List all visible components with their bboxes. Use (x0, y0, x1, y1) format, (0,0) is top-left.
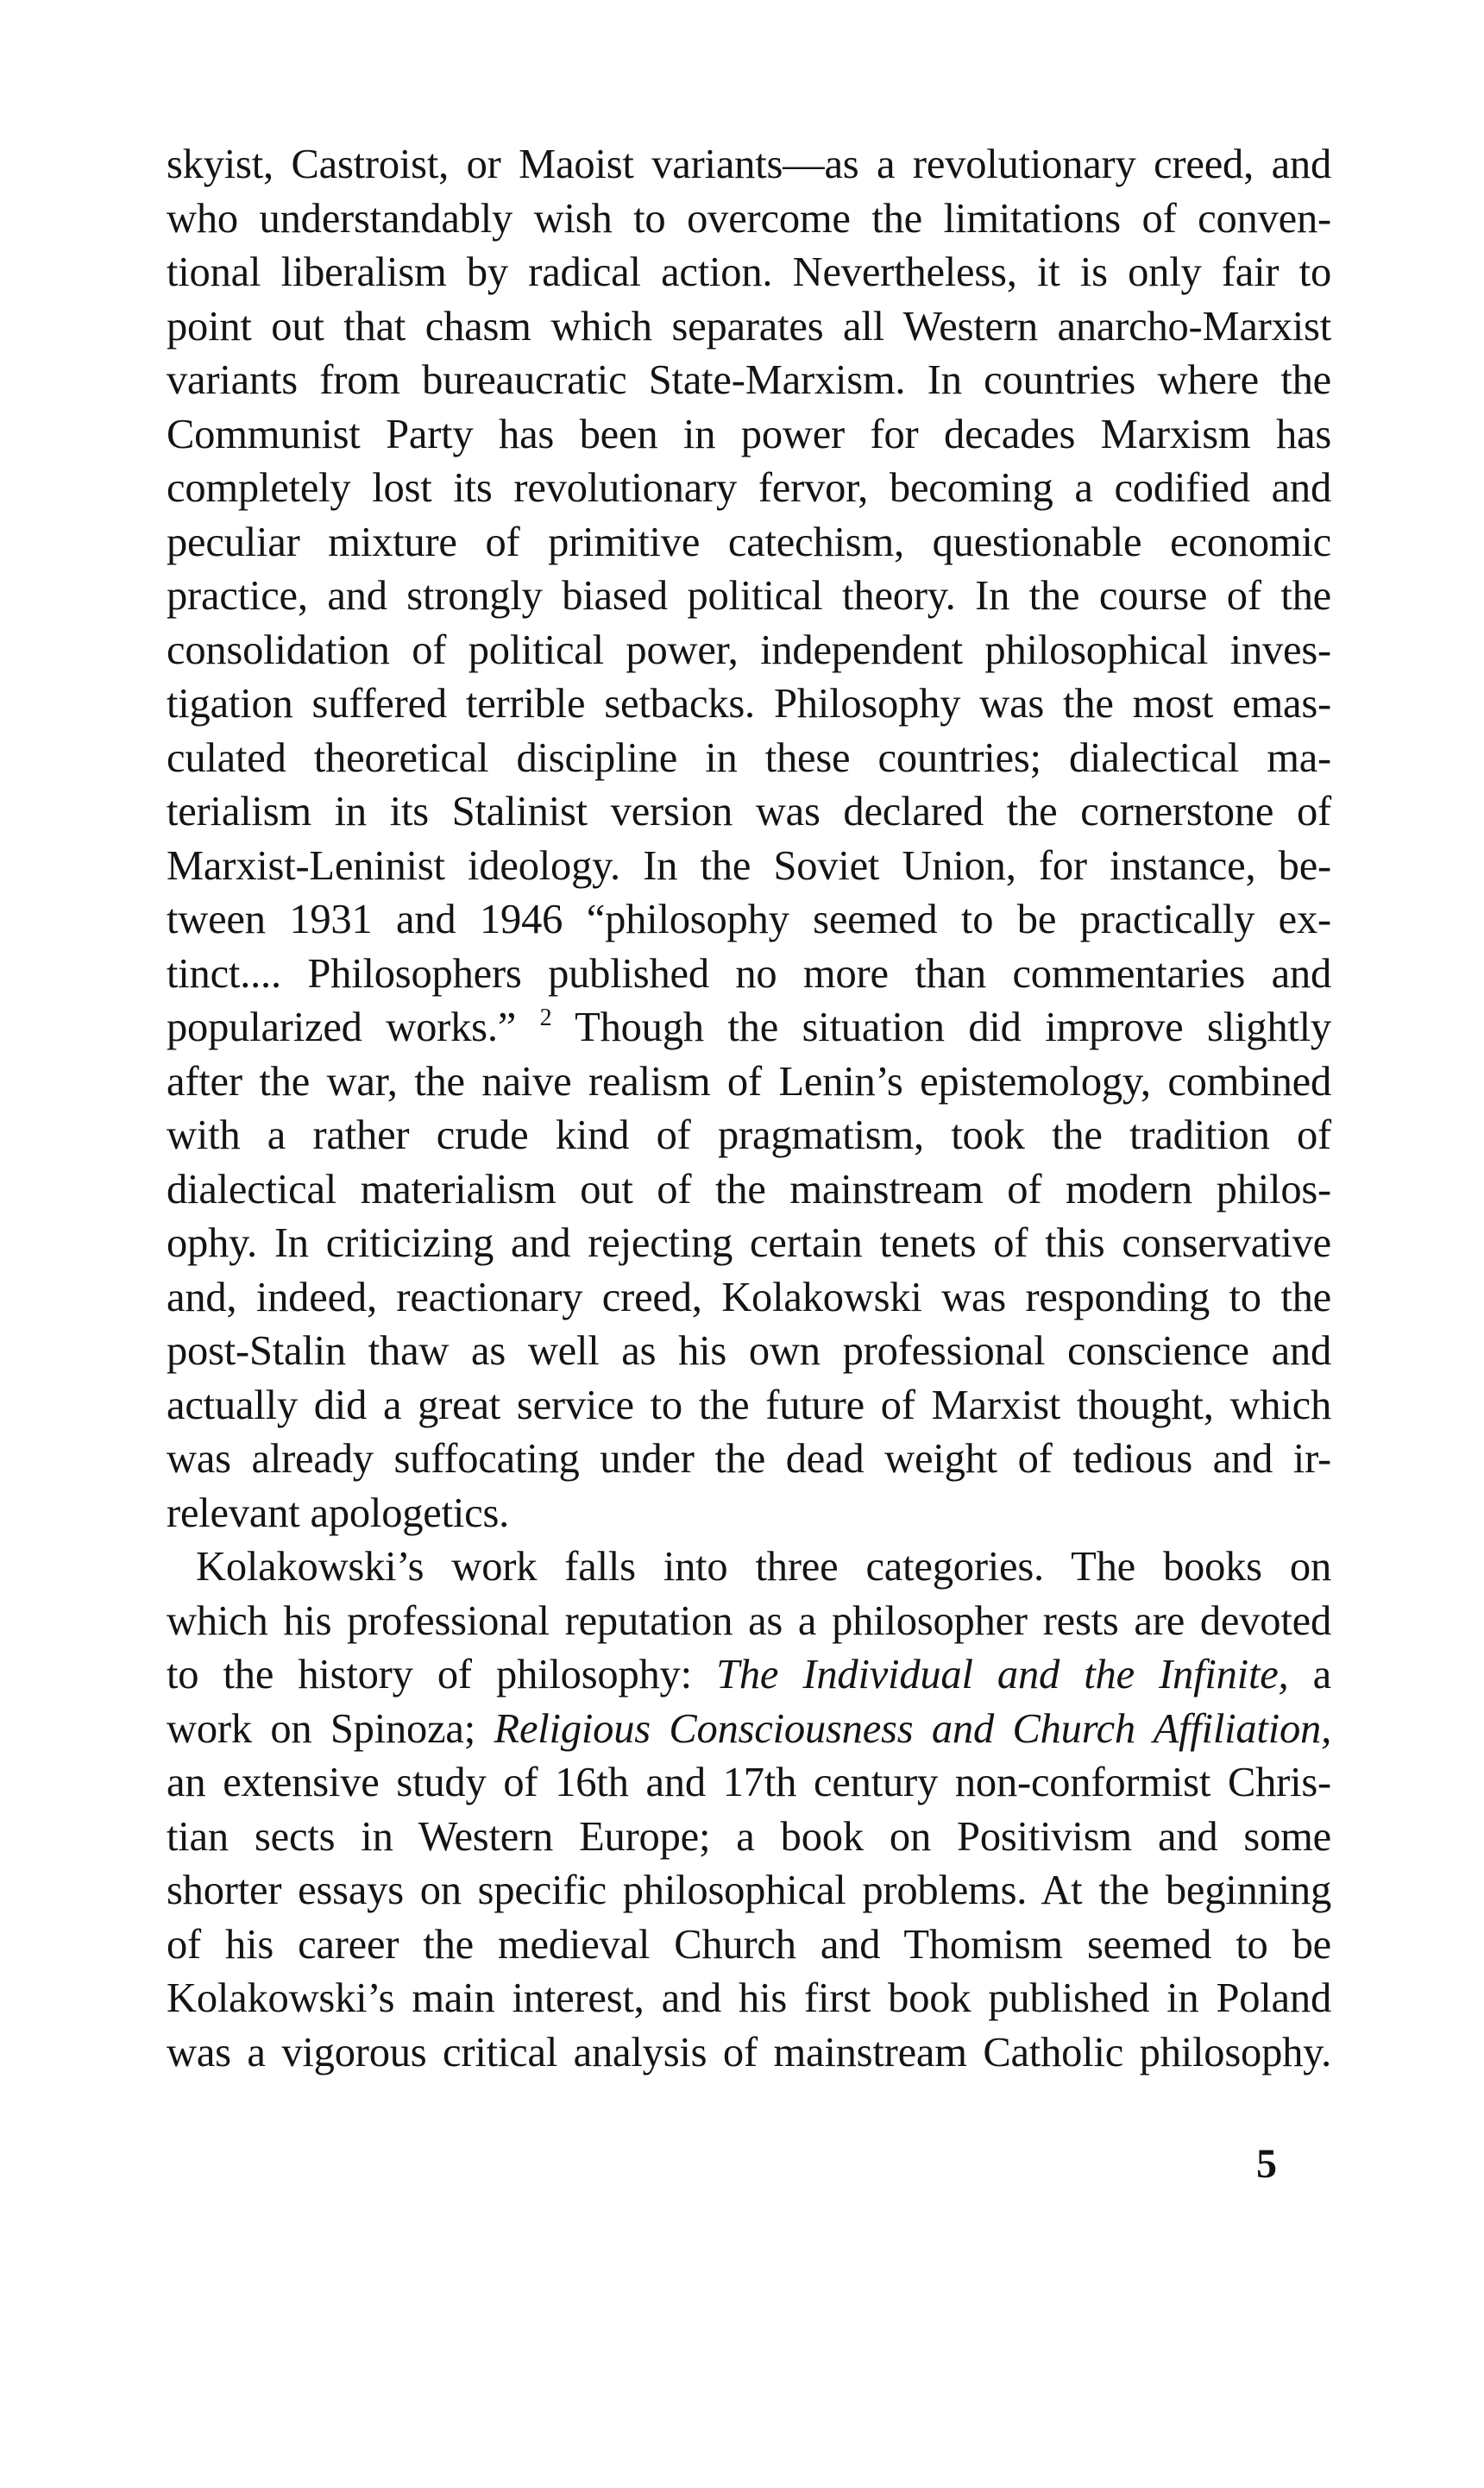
footnote-reference[interactable]: 2 (539, 1005, 552, 1031)
paragraph-1 (167, 138, 1331, 1540)
text-line: post-Stalin thaw as well as his own professional conscience and (167, 1328, 1331, 1374)
text-line: ophy. In criticizing and rejecting certain tenets of this conservative (167, 1220, 1331, 1266)
text-line: completely lost its revolutionary fervor, becoming a codified and (167, 465, 1331, 511)
text-line: shorter essays on specific philosophical problems. At the beginning (167, 1868, 1331, 1913)
text-line: Marxist-Leninist ideology. In the Soviet Union, for instance, be- (167, 842, 1331, 889)
text-line: after the war, the naive realism of Lenin’s epistemology, combined (167, 1058, 1331, 1105)
paragraph-2 (167, 1540, 1331, 2080)
text-line: tigation suffered terrible setbacks. Philosophy was the most emas- (167, 681, 1331, 727)
text-line: tinct.... Philosophers published no more than commentaries and (167, 950, 1331, 997)
text-line: terialism in its Stalinist version was declared the cornerstone of (167, 789, 1331, 835)
text-line: peculiar mixture of primitive catechism, questionable economic (167, 519, 1331, 565)
text-line: point out that chasm which separates all Western anarcho-Marxist (167, 303, 1331, 350)
text-line: an extensive study of 16th and 17th century non-conformist Chris- (167, 1760, 1331, 1805)
book-title: Religious Consciousness and Church Affiliation, (494, 1705, 1332, 1752)
text-run: a (1312, 1652, 1331, 1698)
book-title: The Individual and the Infinite, (716, 1652, 1289, 1698)
text-line: tional liberalism by radical action. Nevertheless, it is only fair to (167, 249, 1331, 295)
text-line-with-title (167, 1703, 1331, 1757)
text-run: work on Spinoza; (167, 1705, 476, 1752)
text-run: Though the situation did improve slightly (575, 1005, 1331, 1050)
text-line: tian sects in Western Europe; a book on Positivism and some (167, 1813, 1331, 1860)
text-line: variants from bureaucratic State-Marxism. In countries where the (167, 357, 1331, 403)
text-line-with-title (167, 1648, 1331, 1703)
text-line: and, indeed, reactionary creed, Kolakowski was responding to the (167, 1274, 1331, 1320)
text-line: consolidation of political power, independent philosophical inves- (167, 627, 1331, 673)
text-line: with a rather crude kind of pragmatism, took the tradition of (167, 1112, 1331, 1158)
text-line: Kolakowski’s main interest, and his first book published in Poland (167, 1975, 1331, 2021)
text-line: practice, and strongly biased political theory. In the course of the (167, 573, 1331, 619)
text-line: actually did a great service to the future of Marxist thought, which (167, 1382, 1331, 1428)
text-line-with-footnote (167, 1001, 1331, 1055)
body-text (167, 138, 1331, 2080)
text-line: which his professional reputation as a philosopher rests are devoted (167, 1597, 1331, 1644)
text-line: was a vigorous critical analysis of mainstream Catholic philosophy. (167, 2029, 1331, 2075)
text-line: Kolakowski’s work falls into three categories. The books on (196, 1544, 1331, 1590)
text-line: dialectical materialism out of the mainstream of modern philos- (167, 1166, 1331, 1213)
text-run: to the history of philosophy: (167, 1652, 692, 1698)
text-line: culated theoretical discipline in these countries; dialectical ma- (167, 734, 1331, 781)
text-line: relevant apologetics. (167, 1490, 510, 1536)
page-number: 5 (1256, 2141, 1277, 2187)
text-line: who understandably wish to overcome the limitations of conven- (167, 195, 1331, 242)
text-line: Communist Party has been in power for decades Marxism has (167, 411, 1331, 457)
text-line: of his career the medieval Church and Thomism seemed to be (167, 1921, 1331, 1968)
text-line: was already suffocating under the dead weight of tedious and ir- (167, 1436, 1331, 1482)
text-line: tween 1931 and 1946 “philosophy seemed to be practically ex- (167, 897, 1331, 942)
text-line: skyist, Castroist, or Maoist variants—as a revolutionary creed, and (167, 142, 1331, 187)
text-run: popularized works.” (167, 1005, 517, 1050)
